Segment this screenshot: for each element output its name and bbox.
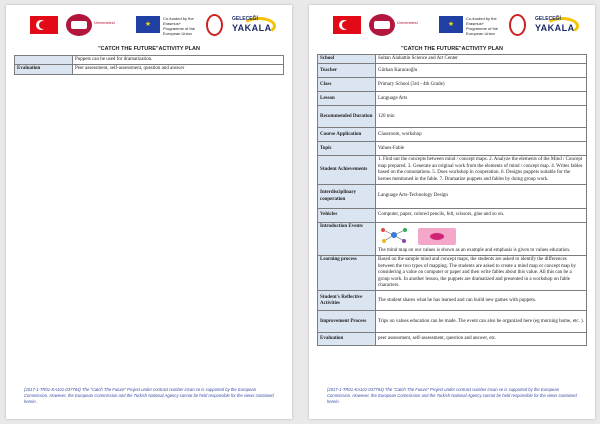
row-value: Language Arts-Technology Design bbox=[376, 185, 587, 209]
table-row bbox=[318, 55, 587, 64]
university-logo-text: Üniversitesi bbox=[397, 20, 418, 25]
table-row bbox=[318, 142, 587, 156]
row-label: Evaluation bbox=[318, 333, 376, 346]
table-row bbox=[15, 65, 284, 74]
partner-logos bbox=[333, 13, 583, 39]
row-label: Class bbox=[318, 78, 376, 92]
turkey-flag-icon bbox=[30, 16, 58, 34]
yakala-line-2: YAKALA bbox=[535, 23, 575, 33]
eu-flag-icon: ★ bbox=[439, 16, 463, 33]
row-value: Classroom, workshop bbox=[376, 128, 587, 142]
row-label: Student Achievements bbox=[318, 156, 376, 185]
table-row bbox=[318, 106, 587, 128]
table-row bbox=[318, 333, 587, 346]
table-row bbox=[318, 311, 587, 333]
row-label: Improvement Process bbox=[318, 311, 376, 333]
row-value: Sultan Alahattin Science and Art Center bbox=[376, 55, 587, 64]
table-row bbox=[318, 78, 587, 92]
row-label bbox=[15, 56, 73, 65]
school-seal-icon bbox=[206, 14, 223, 36]
yakala-line-1: GELECEĞİ bbox=[535, 16, 561, 22]
university-logo-icon bbox=[369, 14, 395, 36]
table-row bbox=[318, 256, 587, 291]
row-value bbox=[376, 223, 587, 256]
footer-disclaimer: (2017-1-TR01-KA101-037784) The "Catch The Future" Project under contract number insan.se is supported by the European Commission. However, the European Commission and the Turkish National Agency cannot be held responsible for the views contained herein. bbox=[24, 387, 274, 405]
row-value: Based on the sample mind and concept maps, the students are asked to identify the differences between the two types of mapping. The students are asked to create a mind map or concept map by considering a value on computer or paper and then write fables about this value. All this can be a group work. In another lesson, the puppets are dramatized and presented in a workshop on fable characters. bbox=[376, 256, 587, 291]
row-label: Interdisciplinary cooperation bbox=[318, 185, 376, 209]
row-value: Puppets can be used for dramatization. bbox=[73, 56, 284, 65]
row-value: peer assessment, self-assessment, question and answer, etc. bbox=[376, 333, 587, 346]
row-value: 1. Find out the concepts between mind / concept maps. 2. Analyze the elements of the Mind / Concept map prepared. 3. Generate an original work from the elements of mind / concept map. 4. Writes fables based on the connotations. 5. Does workshop in cooperation. 6. Designs puppets suitable for the heroes mentioned in the fable. 7. Dramatize puppets and fables by doing group work. bbox=[376, 156, 587, 185]
row-label: Course Application bbox=[318, 128, 376, 142]
table-row bbox=[318, 223, 587, 256]
gelecegi-yakala-logo bbox=[230, 13, 278, 38]
row-label: Introduction Events bbox=[318, 223, 376, 256]
yakala-line-2: YAKALA bbox=[232, 23, 272, 33]
table-row bbox=[318, 185, 587, 209]
yakala-line-1: GELECEĞİ bbox=[232, 16, 258, 22]
row-value: Peer assessment, self-assessment, question and answer bbox=[73, 65, 284, 74]
row-label: Teacher bbox=[318, 64, 376, 78]
row-value: Primary School (3rd - 4th Grade) bbox=[376, 78, 587, 92]
row-value: Language Arts bbox=[376, 92, 587, 106]
activity-plan-table bbox=[14, 55, 284, 75]
row-value: Computer, paper, colored pencils, felt, scissors, glue and so on. bbox=[376, 209, 587, 223]
erasmus-text: Co-funded by the Erasmus+ Programme of the European Union bbox=[163, 16, 196, 36]
table-row bbox=[318, 92, 587, 106]
row-value: Gürkan Karacaoğlu bbox=[376, 64, 587, 78]
gelecegi-yakala-logo bbox=[533, 13, 581, 38]
table-row bbox=[318, 64, 587, 78]
page-title: "CATCH THE FUTURE"ACTIVITY PLAN bbox=[98, 46, 200, 52]
page-title: "CATCH THE FUTURE"ACTIVITY PLAN bbox=[401, 46, 503, 52]
row-label: Vehicles bbox=[318, 209, 376, 223]
turkey-flag-icon bbox=[333, 16, 361, 34]
row-label: Topic bbox=[318, 142, 376, 156]
row-value: The student shares what he has learned and can build new games with puppets. bbox=[376, 291, 587, 311]
row-label: Student's Reflective Activities bbox=[318, 291, 376, 311]
row-value: 120 min bbox=[376, 106, 587, 128]
mind-map-images bbox=[378, 224, 460, 248]
row-label: Lesson bbox=[318, 92, 376, 106]
row-label: School bbox=[318, 55, 376, 64]
row-value: Trips on values education can be made. The event can also be organized here (eg morning home, etc. ). bbox=[376, 311, 587, 333]
school-seal-icon bbox=[509, 14, 526, 36]
mind-map-icon bbox=[380, 227, 408, 243]
table-row bbox=[318, 128, 587, 142]
concept-map-image bbox=[418, 228, 456, 245]
university-logo-text: Üniversitesi bbox=[94, 20, 115, 25]
footer-disclaimer: (2017-1-TR01-KA101-037784) The "Catch The Future" Project under contract number insan.se is supported by the European Commission. However, the European Commission and the Turkish National Agency cannot be held responsible for the views contained herein. bbox=[327, 387, 577, 405]
row-label: Learning process bbox=[318, 256, 376, 291]
row-label: Recommended Duration bbox=[318, 106, 376, 128]
left-page bbox=[6, 5, 292, 419]
table-row bbox=[318, 291, 587, 311]
table-row bbox=[318, 209, 587, 223]
table-row bbox=[318, 156, 587, 185]
row-value-text: The mind map on our values is shown as an example and emphasis is given to values education. bbox=[378, 248, 571, 254]
erasmus-text: Co-funded by the Erasmus+ Programme of the European Union bbox=[466, 16, 499, 36]
table-row bbox=[15, 56, 284, 65]
activity-plan-table bbox=[317, 54, 587, 346]
row-label: Evaluation bbox=[15, 65, 73, 74]
right-page bbox=[309, 5, 595, 419]
row-value: Values-Fable bbox=[376, 142, 587, 156]
eu-flag-icon: ★ bbox=[136, 16, 160, 33]
partner-logos bbox=[30, 13, 280, 39]
university-logo-icon bbox=[66, 14, 92, 36]
